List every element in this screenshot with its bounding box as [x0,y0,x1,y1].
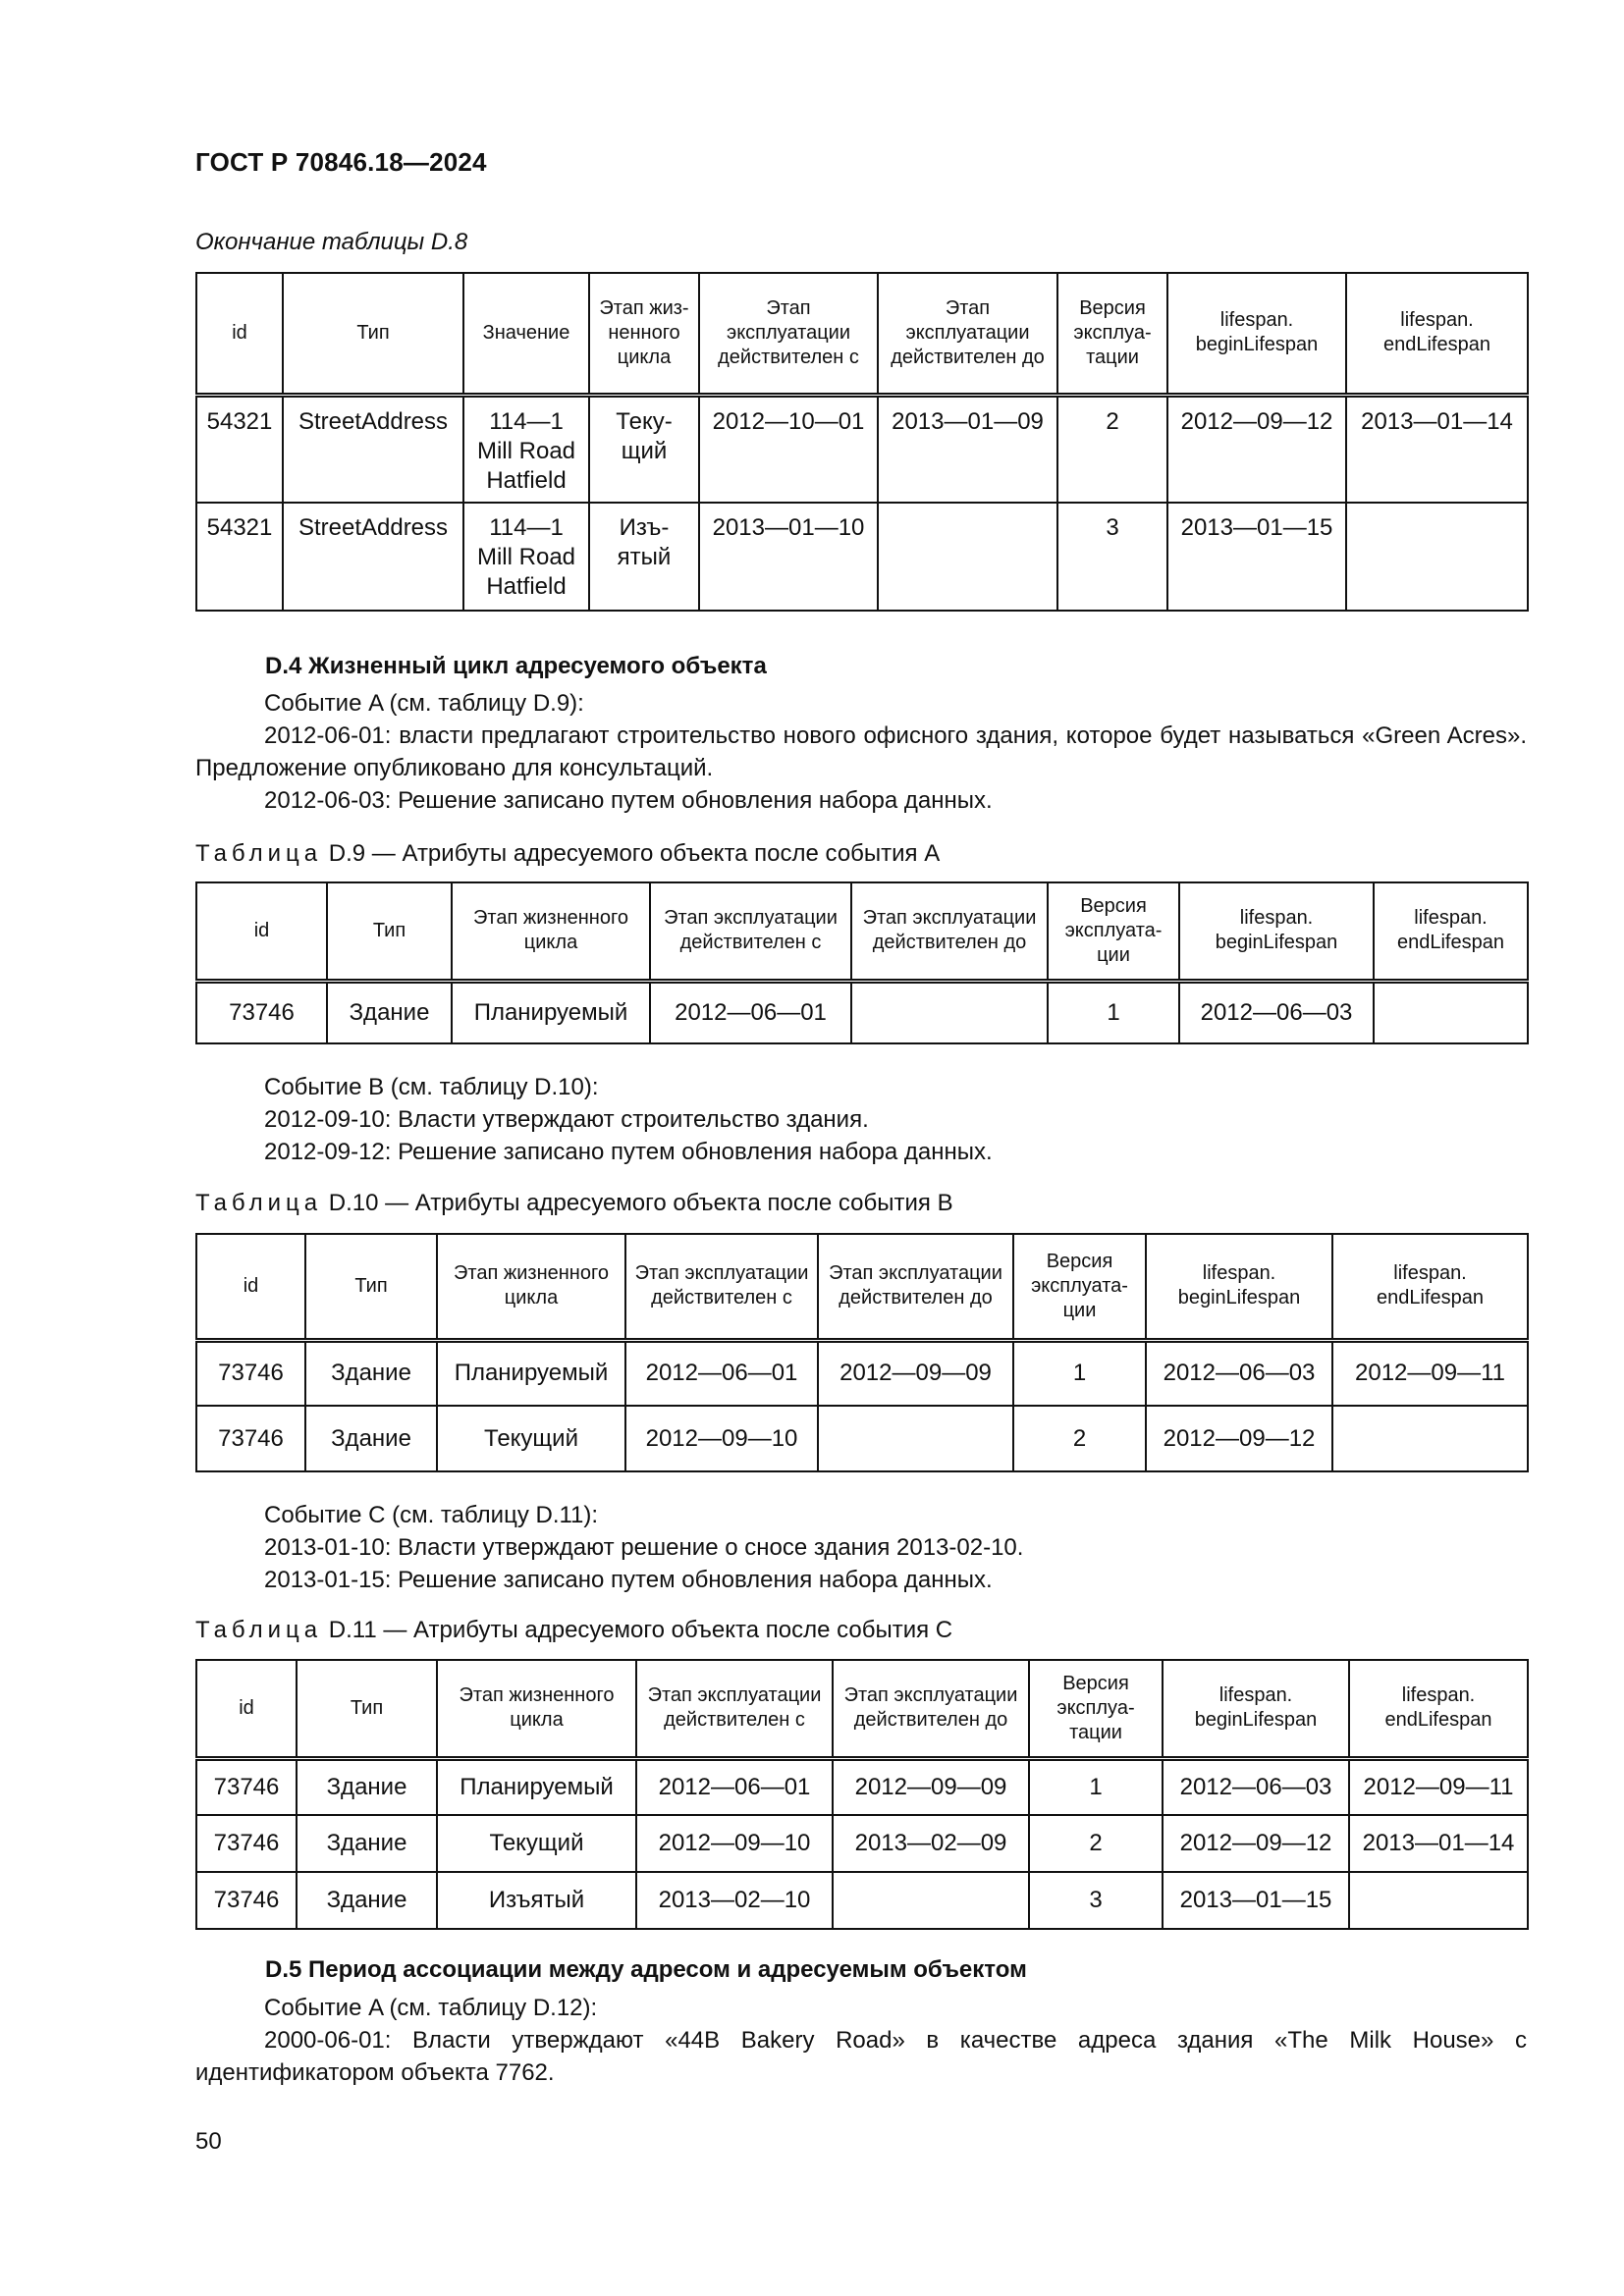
header-cell: Тип [305,1234,437,1340]
table-cell: 2012—09—11 [1332,1340,1528,1406]
table-cell: 3 [1029,1872,1163,1929]
table-cell: 54321 [196,395,283,503]
section-d4-event-c [195,1499,1527,1596]
event-a-intro: Событие A (см. таблицу D.9): [264,690,584,717]
section-d5-text [195,1992,1527,2089]
table-cell: 2012—06—01 [650,981,851,1043]
table-cell: Здание [297,1815,437,1872]
header-cell: Этап эксплуатации действителен до [851,882,1048,981]
event-b-intro: Событие B (см. таблицу D.10): [264,1074,599,1100]
table-row [196,981,1528,1043]
table-cell: 1 [1029,1758,1163,1815]
table-row [196,1406,1528,1471]
table-cell: 73746 [196,981,327,1043]
table-row [196,1340,1528,1406]
event-a-line1: 2012-06-01: власти предлагают строительство нового офисного здания, которое будет называться «Green Acres». Предложение опубликовано для консультаций. [195,722,1527,781]
table-row [196,1872,1528,1929]
section-d4-event-a [195,687,1527,817]
header-cell: Тип [327,882,452,981]
d5-event-a-intro: Событие A (см. таблицу D.12): [264,1995,598,2021]
table-header-row [196,882,1528,981]
header-cell: lifespan. endLifespan [1349,1660,1528,1758]
table-cell: 1 [1013,1340,1146,1406]
header-cell: Этап эксплуатации действителен с [699,273,878,395]
table-header-row [196,1234,1528,1340]
table-cell [1374,981,1528,1043]
header-cell: Этап жизненного цикла [437,1660,636,1758]
table-cell: 1 [1048,981,1179,1043]
table-d10 [195,1233,1529,1472]
table-row [196,1815,1528,1872]
table-header-row [196,1660,1528,1758]
table-cell: 2 [1057,395,1167,503]
header-cell: Этап эксплуатации действителен до [818,1234,1013,1340]
header-cell: Версия эксплуа-тации [1029,1660,1163,1758]
table-cell: Здание [305,1406,437,1471]
table-cell: 2012—06—01 [636,1758,833,1815]
header-cell: Этап жизненного цикла [452,882,650,981]
header-cell: lifespan. beginLifespan [1146,1234,1332,1340]
event-b-line2: 2012-09-12: Решение записано путем обновления набора данных. [264,1139,993,1165]
table-cell: 2012—09—11 [1349,1758,1528,1815]
table-header-row [196,273,1528,395]
table-cell [818,1406,1013,1471]
table-d9-caption [195,840,940,868]
table-d9-caption-rest: D.9 — Атрибуты адресуемого объекта после события A [322,840,941,867]
header-cell: lifespan. beginLifespan [1167,273,1346,395]
table-cell: Планируемый [452,981,650,1043]
header-cell: Этап эксплуатации действителен с [636,1660,833,1758]
header-cell: id [196,882,327,981]
table-row [196,1758,1528,1815]
table-cell [833,1872,1029,1929]
table-cell: 2012—06—03 [1179,981,1374,1043]
header-cell: lifespan. endLifespan [1332,1234,1528,1340]
table-d11 [195,1659,1529,1930]
header-cell: Тип [297,1660,437,1758]
table-d10-caption [195,1190,953,1217]
table-d11-caption [195,1617,952,1644]
table-cell [1349,1872,1528,1929]
table-cell: 114—1 Mill Road Hatfield [463,503,589,611]
table-cell [1346,503,1528,611]
table-cell: Изъ-ятый [589,503,699,611]
header-cell: lifespan. endLifespan [1346,273,1528,395]
table-cell: 3 [1057,503,1167,611]
header-cell: Этап эксплуатации действителен с [650,882,851,981]
table-cell: 73746 [196,1340,305,1406]
table-cell: StreetAddress [283,503,463,611]
page-number: 50 [195,2128,222,2155]
table-cell: 2013—02—10 [636,1872,833,1929]
table-cell: Планируемый [437,1758,636,1815]
table-cell: 73746 [196,1758,297,1815]
table-d9-caption-prefix: Таблица [195,840,323,867]
header-cell: id [196,1660,297,1758]
table-cell [851,981,1048,1043]
d5-event-a-line1: 2000-06-01: Власти утверждают «44B Bakery Road» в качестве адреса здания «The Milk House» с идентификатором объекта 7762. [195,2027,1527,2086]
table-cell: StreetAddress [283,395,463,503]
table-cell [878,503,1057,611]
event-b-line1: 2012-09-10: Власти утверждают строительство здания. [264,1106,869,1133]
header-cell: lifespan. endLifespan [1374,882,1528,981]
header-cell: id [196,273,283,395]
table-cell: Здание [297,1758,437,1815]
table-cell: 2013—02—09 [833,1815,1029,1872]
header-cell: Версия эксплуата-ции [1013,1234,1146,1340]
table-cell: Текущий [437,1815,636,1872]
table-cell: 2012—09—12 [1167,395,1346,503]
table-d9 [195,881,1529,1044]
section-d4-event-b [195,1071,1527,1168]
table-cell: Теку-щий [589,395,699,503]
table-cell: 2013—01—14 [1349,1815,1528,1872]
table-cell [1332,1406,1528,1471]
table-cell: 2013—01—15 [1163,1872,1349,1929]
table-cell: 2012—09—10 [636,1815,833,1872]
header-cell: Этап эксплуатации действителен с [625,1234,818,1340]
table-cell: 73746 [196,1406,305,1471]
header-cell: Этап эксплуатации действителен до [833,1660,1029,1758]
header-cell: id [196,1234,305,1340]
table-d8 [195,272,1529,612]
table-d10-caption-prefix: Таблица [195,1190,323,1216]
document-header: ГОСТ Р 70846.18—2024 [195,147,487,177]
table-cell: 73746 [196,1872,297,1929]
table-d11-caption-prefix: Таблица [195,1617,323,1643]
table-cell: Текущий [437,1406,625,1471]
table-cell: 54321 [196,503,283,611]
event-c-line2: 2013-01-15: Решение записано путем обновления набора данных. [264,1567,993,1593]
event-c-intro: Событие C (см. таблицу D.11): [264,1502,599,1528]
table-d11-caption-rest: D.11 — Атрибуты адресуемого объекта после события C [322,1617,953,1643]
header-cell: Значение [463,273,589,395]
table-cell: 2 [1029,1815,1163,1872]
table-cell: 2012—09—10 [625,1406,818,1471]
header-cell: Этап жизненного цикла [437,1234,625,1340]
table-cell: 2012—09—09 [818,1340,1013,1406]
table-cell: 2012—06—03 [1146,1340,1332,1406]
table-cell: Здание [297,1872,437,1929]
table-cell: 73746 [196,1815,297,1872]
table-cell: 2013—01—09 [878,395,1057,503]
header-cell: Версия эксплуа-тации [1057,273,1167,395]
event-a-line2: 2012-06-03: Решение записано путем обновления набора данных. [264,787,993,814]
header-cell: Этап эксплуатации действителен до [878,273,1057,395]
section-d5-title: D.5 Период ассоциации между адресом и адресуемым объектом [265,1956,1027,1983]
table-cell: Здание [305,1340,437,1406]
table-cell: 2013—01—14 [1346,395,1528,503]
section-d4-title: D.4 Жизненный цикл адресуемого объекта [265,653,767,679]
table-cell: 2013—01—10 [699,503,878,611]
table-cell: 2012—09—09 [833,1758,1029,1815]
header-cell: lifespan. beginLifespan [1179,882,1374,981]
table-cell: 2012—10—01 [699,395,878,503]
header-cell: Версия эксплуата-ции [1048,882,1179,981]
table-cell: 114—1 Mill Road Hatfield [463,395,589,503]
header-cell: Тип [283,273,463,395]
table-d8-caption: Окончание таблицы D.8 [195,229,468,255]
table-d10-caption-rest: D.10 — Атрибуты адресуемого объекта после события B [322,1190,953,1216]
table-cell: 2012—06—01 [625,1340,818,1406]
table-cell: 2 [1013,1406,1146,1471]
table-cell: Планируемый [437,1340,625,1406]
table-cell: 2012—06—03 [1163,1758,1349,1815]
table-cell: 2012—09—12 [1163,1815,1349,1872]
table-cell: Изъятый [437,1872,636,1929]
header-cell: lifespan. beginLifespan [1163,1660,1349,1758]
table-cell: 2012—09—12 [1146,1406,1332,1471]
header-cell: Этап жиз-ненного цикла [589,273,699,395]
event-c-line1: 2013-01-10: Власти утверждают решение о сносе здания 2013-02-10. [264,1534,1024,1561]
table-cell: 2013—01—15 [1167,503,1346,611]
table-row [196,503,1528,611]
table-cell: Здание [327,981,452,1043]
table-row [196,395,1528,503]
